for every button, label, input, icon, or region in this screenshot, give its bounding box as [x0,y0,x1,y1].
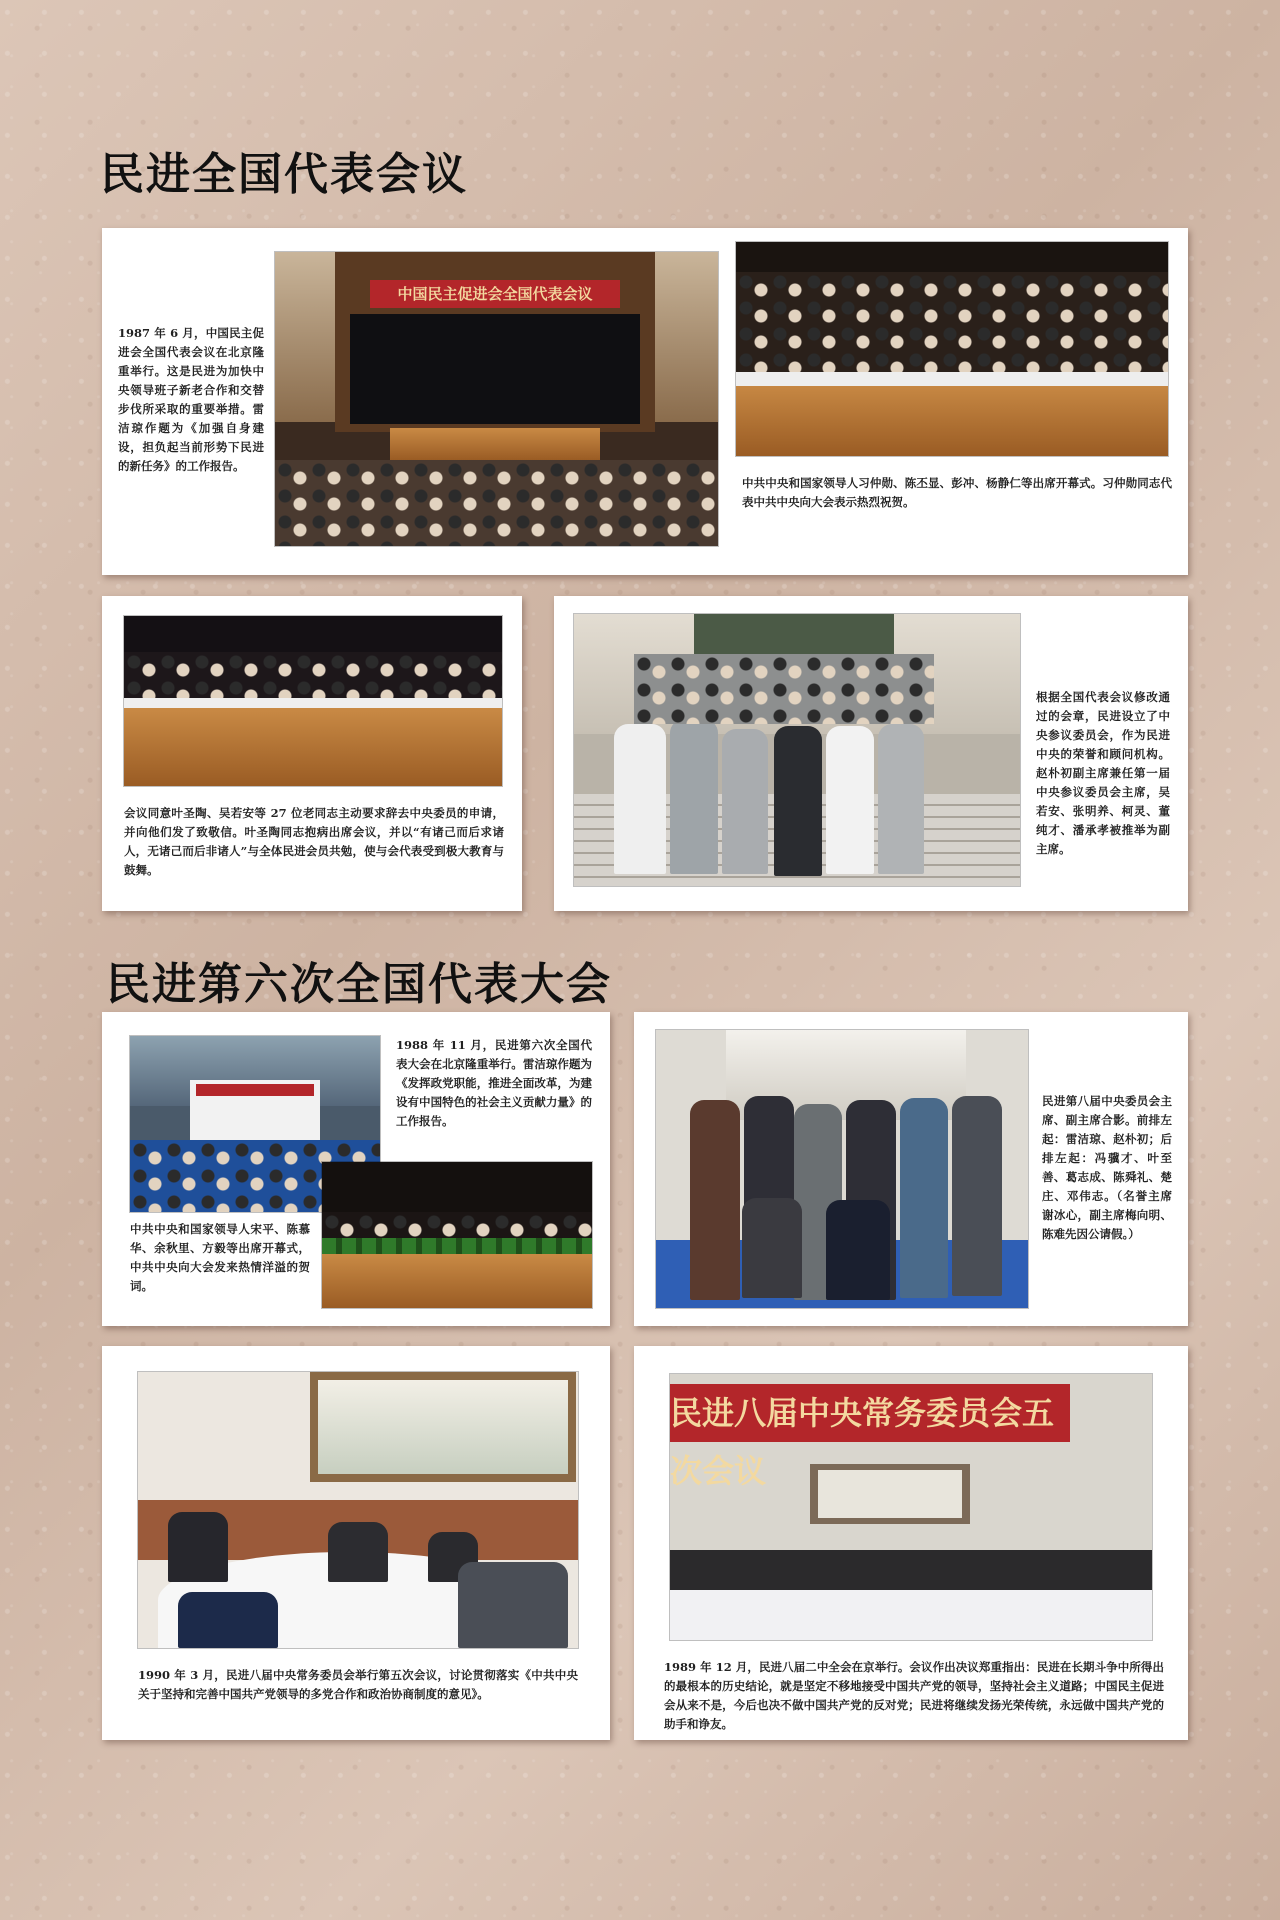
photo-card-advisory-committee [554,596,1188,911]
caption-advisory-committee: 根据全国代表会议修改通过的会章，民进设立了中央参议委员会，作为民进中央的荣誉和顾问机构。赵朴初副主席兼任第一届中央参议委员会主席，吴若安、张明养、柯灵、董纯才、潘承孝被推举为副主席。 [1036,690,1170,856]
caption-leadership-group: 民进第八届中央委员会主席、副主席合影。前排左起：雷洁琼、赵朴初；后排左起：冯骥才、叶至善、葛志成、陈舜礼、楚庄、邓伟志。（名誉主席谢冰心，副主席梅向明、陈难先因公请假。） [1042,1094,1172,1241]
photo-card-eighth-committee-leaders [634,1012,1188,1326]
photo-congress-rostrum [322,1162,592,1308]
photo-plenum-session [670,1374,1152,1640]
photo-group-on-steps [574,614,1020,886]
section-title-sixth-congress: 民进第六次全国代表大会 [106,959,612,1010]
photo-card-fifth-standing-meeting [102,1346,610,1740]
caption-leaders-attend: 中共中央和国家领导人习仲勋、陈丕显、彭冲、杨静仁等出席开幕式。习仲勋同志代表中共中央向大会表示热烈祝贺。 [742,476,1172,509]
caption-second-plenum: 1989 年 12 月，民进八届二中全会在京举行。会议作出决议郑重指出：民进在长期斗争中所得出的最根本的历史结论，就是坚定不移地接受中国共产党的领导，坚持社会主义道路；中国民主促进会从来不是，今后也决不做中国共产党的反对党；民进将继续发扬光荣传统，永远做中国共产党的助手和诤友。 [664,1660,1164,1731]
section-title-national-conference: 民进全国代表会议 [100,149,468,200]
photo-card-second-plenum [634,1346,1188,1740]
photo-conference-hall [275,252,718,546]
caption-conference-1987: 1987 年 6 月，中国民主促进会全国代表会议在北京隆重举行。这是民进为加快中央领导班子新老合作和交替步伐所采取的重要举措。雷洁琼作题为《加强自身建设，担负起当前形势下民进的新任务》的工作报告。 [118,326,264,473]
caption-sixth-congress: 1988 年 11 月，民进第六次全国代表大会在北京隆重举行。雷洁琼作题为《发挥政党职能，推进全面改革，为建设有中国特色的社会主义贡献力量》的工作报告。 [396,1038,592,1128]
photo-card-conference-opening [102,228,1188,575]
caption-retirement: 会议同意叶圣陶、吴若安等 27 位老同志主动要求辞去中央委员的申请，并向他们发了致敬信。叶圣陶同志抱病出席会议，并以“有诸己而后求诸人，无诸己而后非诸人”与全体民进会员共勉，使与会代表受到极大教育与鼓舞。 [124,806,504,877]
plenum-banner: 民进八届中央常务委员会五次会议 [670,1384,1070,1442]
caption-congress-leaders: 中共中央和国家领导人宋平、陈慕华、余秋里、方毅等出席开幕式，中共中央向大会发来热情洋溢的贺词。 [130,1222,310,1293]
photo-rostrum-elders [124,616,502,786]
caption-fifth-standing-meeting: 1990 年 3 月，民进八届中央常务委员会举行第五次会议，讨论贯彻落实《中共中央关于坚持和完善中国共产党领导的多党合作和政治协商制度的意见》。 [138,1668,578,1701]
photo-card-sixth-congress [102,1012,610,1326]
photo-leadership-group [656,1030,1028,1308]
photo-card-retirement [102,596,522,911]
photo-roundtable-meeting [138,1372,578,1648]
hall-banner: 中国民主促进会全国代表会议 [370,280,620,308]
photo-leaders-at-rostrum [736,242,1168,456]
